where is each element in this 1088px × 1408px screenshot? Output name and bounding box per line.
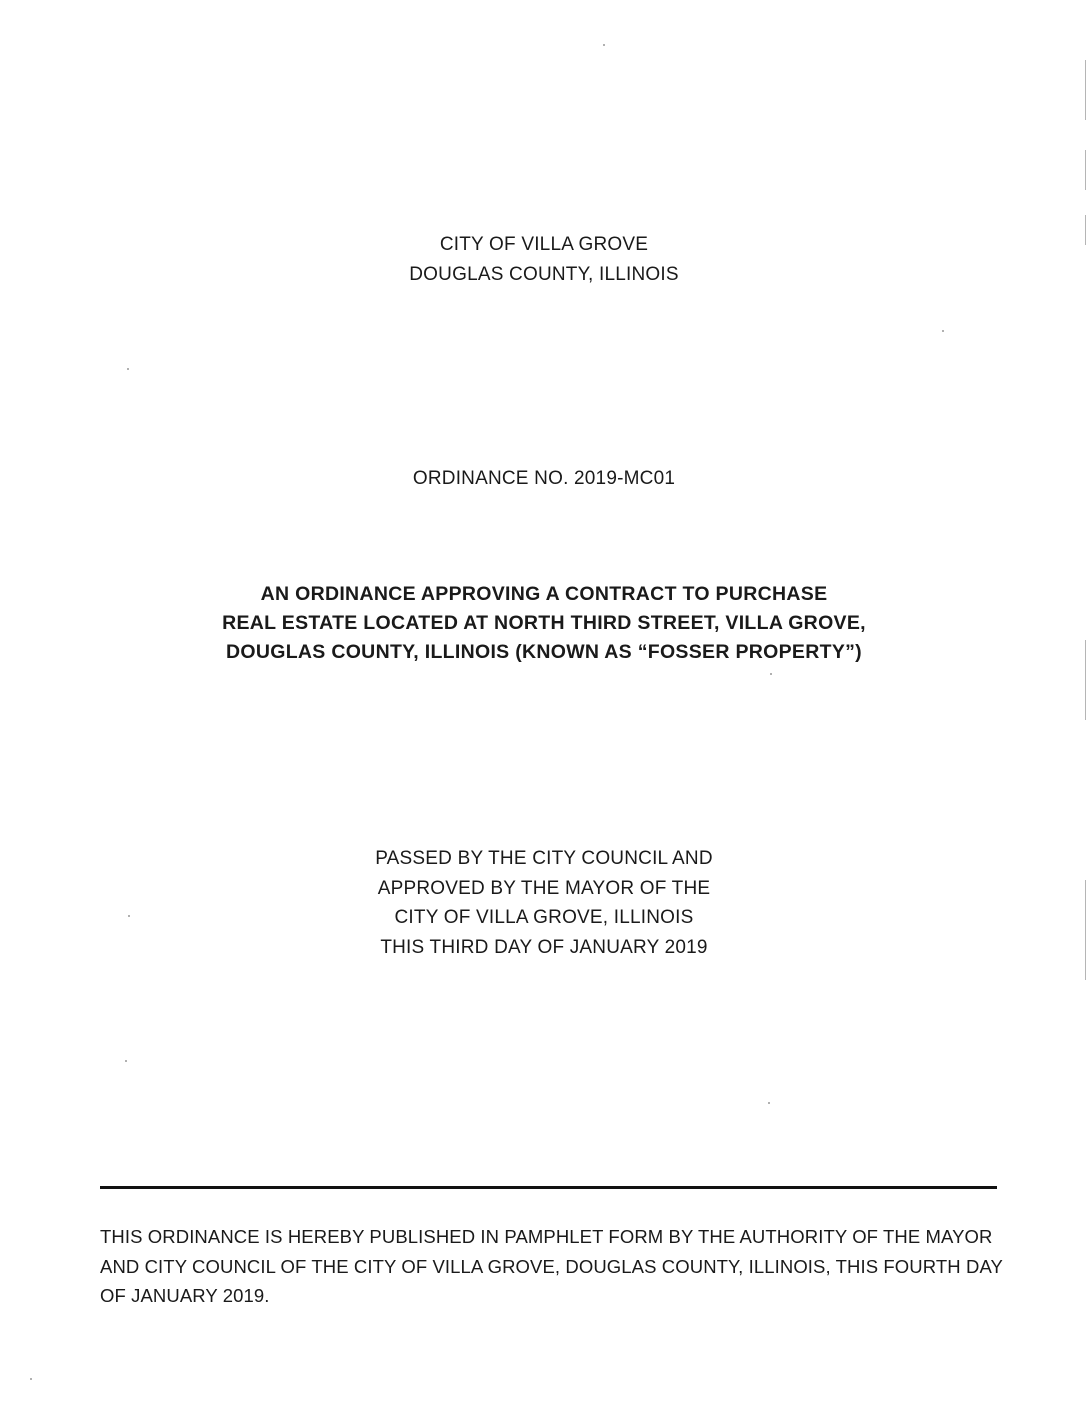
county-name: DOUGLAS COUNTY, ILLINOIS [409, 264, 679, 285]
city-name: CITY OF VILLA GROVE [439, 234, 649, 255]
title-line-1: AN ORDINANCE APPROVING A CONTRACT TO PURCHASE [260, 583, 828, 605]
horizontal-rule [100, 1186, 997, 1189]
notice-line-2: AND CITY COUNCIL OF THE CITY OF VILLA GROVE, DOUGLAS COUNTY, ILLINOIS, THIS FOURTH DAY [100, 1255, 1003, 1277]
passed-statement [0, 844, 1088, 962]
scan-edge-marks [1082, 0, 1086, 1408]
passed-line-4: THIS THIRD DAY OF JANUARY 2019 [380, 936, 708, 958]
scan-speck [603, 44, 605, 46]
scan-speck [768, 1102, 770, 1104]
header-block [0, 230, 1088, 290]
scan-speck [770, 673, 772, 675]
scan-speck [125, 1060, 127, 1062]
ordinance-number: ORDINANCE NO. 2019-MC01 [412, 468, 676, 489]
notice-line-1: THIS ORDINANCE IS HEREBY PUBLISHED IN PAMPHLET FORM BY THE AUTHORITY OF THE MAYOR [100, 1226, 993, 1247]
ordinance-title [0, 580, 1088, 667]
passed-line-3: CITY OF VILLA GROVE, ILLINOIS [394, 907, 694, 928]
title-line-2: REAL ESTATE LOCATED AT NORTH THIRD STREET, VILLA GROVE, [222, 612, 866, 634]
passed-line-1: PASSED BY THE CITY COUNCIL AND [375, 848, 713, 869]
notice-line-3: OF JANUARY 2019. [100, 1285, 270, 1306]
scan-speck [942, 330, 944, 332]
scan-speck [127, 368, 129, 370]
ordinance-number-block [0, 464, 1088, 494]
passed-line-2: APPROVED BY THE MAYOR OF THE [377, 877, 711, 899]
publication-notice [100, 1222, 1003, 1311]
title-line-3: DOUGLAS COUNTY, ILLINOIS (KNOWN AS “FOSSER PROPERTY”) [226, 641, 862, 663]
scan-speck [128, 915, 130, 917]
scan-speck [30, 1378, 32, 1380]
